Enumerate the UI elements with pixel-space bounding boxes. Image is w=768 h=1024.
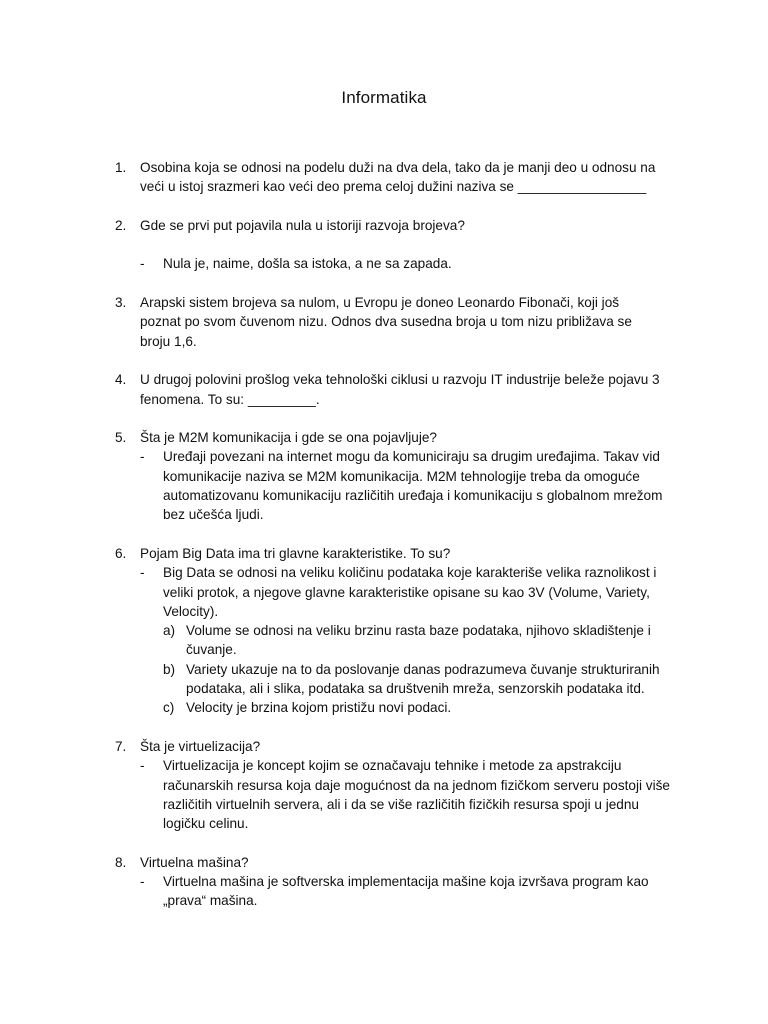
question-number: 3. <box>115 295 127 311</box>
subitem-letter: b) <box>163 661 176 677</box>
question-text: Šta je M2M komunikacija i gde se ona pojavljuje? <box>140 430 437 446</box>
answer-text: Virtuelizacija je koncept kojim se označavaju tehnike i metode za apstrakciju računarskih resursa koja daje mogućnost da na jednom fizičkom serveru postoji više različitih virtuelnih servera, ali i da se više različitih fizičkih resursa spoji u jednu logičku celinu. <box>163 758 670 832</box>
question-text: Virtuelna mašina? <box>140 854 249 870</box>
answer <box>140 254 680 273</box>
question-number: 5. <box>115 430 127 446</box>
question-item-4 <box>115 370 680 409</box>
answer-text: Uređaji povezani na internet mogu da komuniciraju sa drugim uređajima. Takav vid komunikacije naziva se M2M komunikacija. M2M tehnologije treba da omoguće automatizovanu komunikaciju različitih uređaja i komunikaciju s globalnom mrežom bez učešća ljudi. <box>163 449 663 523</box>
subitem-b <box>163 660 680 699</box>
subitem-a <box>163 621 680 660</box>
question-text: Osobina koja se odnosi na podelu duži na dva dela, tako da je manji deo u odnosu na veći u istoj srazmeri kao veći deo prema celoj dužini naziva se _________________ <box>140 160 656 195</box>
subitem-text: Velocity je brzina kojom pristižu novi podaci. <box>186 700 452 716</box>
answer <box>140 447 680 524</box>
answer-text: Virtuelna mašina je softverska implementacija mašine koja izvršava program kao „prava“ mašina. <box>163 873 649 909</box>
answer-text: Big Data se odnosi na veliku količinu podataka koje karakteriše velika raznolikost i veliki protok, a njegove glavne karakteristike opisane su kao 3V (Volume, Variety, Velocity). <box>163 565 657 619</box>
subitem-text: Volume se odnosi na veliku brzinu rasta baze podataka, njihovo skladištenje i čuvanje. <box>186 623 651 658</box>
question-text: Šta je virtuelizacija? <box>140 738 261 754</box>
answer <box>140 872 680 911</box>
question-number: 2. <box>115 217 127 233</box>
answer-dash: - <box>140 565 145 581</box>
question-text: Pojam Big Data ima tri glavne karakteristike. To su? <box>140 545 451 561</box>
answer <box>140 563 680 717</box>
answer-dash: - <box>140 256 145 272</box>
question-number: 7. <box>115 738 127 754</box>
answer-text: Nula je, naime, došla sa istoka, a ne sa zapada. <box>163 256 452 272</box>
question-item-3 <box>115 293 680 351</box>
question-text: Gde se prvi put pojavila nula u istoriji razvoja brojeva? <box>140 217 465 233</box>
question-item-2 <box>115 216 680 274</box>
question-number: 8. <box>115 854 127 870</box>
question-text: U drugoj polovini prošlog veka tehnološki ciklusi u razvoju IT industrije beleže pojavu 3 fenomena. To su: _________. <box>140 372 660 407</box>
subitem-c <box>163 698 680 717</box>
answer <box>140 756 680 833</box>
question-item-8 <box>115 853 680 911</box>
document-title: Informatika <box>341 88 427 107</box>
question-number: 1. <box>115 160 127 175</box>
question-number: 4. <box>115 372 127 388</box>
question-item-5 <box>115 428 680 524</box>
subitem-text: Variety ukazuje na to da poslovanje danas podrazumeva čuvanje strukturiranih podataka, ali i slika, podataka sa društvenih mreža, senzorskih podataka itd. <box>186 661 660 697</box>
answer-dash: - <box>140 449 145 465</box>
question-text: Arapski sistem brojeva sa nulom, u Evropu je doneo Leonardo Fibonači, koji još poznat po svom čuvenom nizu. Odnos dva susedna broja u tom nizu približava se broju 1,6. <box>140 295 632 349</box>
question-list <box>115 158 680 911</box>
question-item-6 <box>115 544 680 718</box>
question-item-7 <box>115 737 680 833</box>
subitem-letter: a) <box>163 623 176 639</box>
question-number: 6. <box>115 545 127 561</box>
answer-dash: - <box>140 758 145 774</box>
subitem-letter: c) <box>163 700 175 716</box>
question-item-1 <box>115 158 680 197</box>
answer-dash: - <box>140 873 145 889</box>
